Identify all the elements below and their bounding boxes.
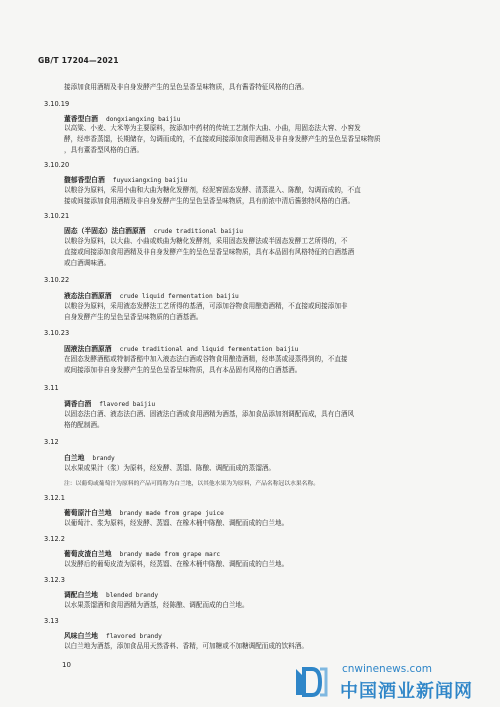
definition-line: 酵，经串香蒸馏，长期储存，勾调而成的，不直接或间接添加食用酒精及非自身发酵产生的呈色呈香呈味物质 bbox=[64, 135, 381, 143]
definition-line: 接或间接添加食用酒精及非自身发酵产生的呈色呈香呈味物质，具有前浓中清后酱独特风格的白酒。 bbox=[64, 197, 355, 205]
term-heading bbox=[64, 452, 115, 462]
term-en: flavored baijiu bbox=[99, 401, 156, 408]
intro-line: 接添加食用酒精及非自身发酵产生的呈色呈香呈味物质，具有酱香特征风格的白酒。 bbox=[64, 83, 308, 91]
term-heading bbox=[64, 398, 155, 408]
term-cn: 白兰地 bbox=[64, 454, 85, 462]
clause-number: 3.12.3 bbox=[44, 576, 65, 584]
term-cn: 固液法白酒原酒 bbox=[64, 345, 112, 353]
page-number: 10 bbox=[62, 661, 71, 669]
term-en: dongxiangxing baijiu bbox=[105, 116, 181, 123]
clause-number: 3.10.20 bbox=[44, 161, 70, 169]
term-heading bbox=[64, 290, 239, 300]
term-heading bbox=[64, 630, 162, 640]
definition-line: 或白酒调味酒。 bbox=[64, 259, 111, 267]
definition-line: 以粮谷为原料，以大曲、小曲或麸曲为糖化发酵剂，采用固态发酵法或半固态发酵工艺所得的，不 bbox=[64, 237, 348, 245]
definition-line: 直接或间接添加食用酒精及非自身发酵产生的呈色呈香呈味物质，具有本品固有风格特征的白酒基酒 bbox=[64, 248, 355, 256]
definition-line: 或间接添加非自身发酵产生的呈色呈香呈味物质，具有本品固有风格的白酒基酒。 bbox=[64, 366, 302, 374]
definition-line: 以水果或果汁（浆）为原料，经发酵、蒸馏、陈酿、调配而成的蒸馏酒。 bbox=[64, 464, 275, 472]
term-en: brandy bbox=[92, 455, 115, 462]
term-heading bbox=[64, 225, 243, 235]
definition-line: 自身发酵产生的呈色呈香呈味物质的白酒基酒。 bbox=[64, 313, 203, 321]
term-heading bbox=[64, 589, 158, 599]
term-cn: 葡萄原汁白兰地 bbox=[64, 509, 112, 517]
term-cn: 董香型白酒 bbox=[64, 115, 98, 123]
term-en: brandy made from grape marc bbox=[119, 551, 221, 558]
definition-line: 以固态法白酒、液态法白酒、固液法白酒或食用酒精为酒基，添加食品添加剂调配而成，具有白酒风 bbox=[64, 410, 355, 418]
standard-header: GB/T 17204—2021 bbox=[38, 56, 119, 65]
term-heading bbox=[64, 343, 298, 353]
term-cn: 固态（半固态）法白酒原酒 bbox=[64, 227, 146, 235]
term-en: brandy made from grape juice bbox=[119, 510, 224, 517]
definition-line: 以发酵后的葡萄皮渣为原料，经蒸馏、在橡木桶中陈酿、调配而成的白兰地。 bbox=[64, 560, 289, 568]
term-heading bbox=[64, 174, 187, 184]
clause-number: 3.13 bbox=[44, 617, 59, 625]
term-cn: 调配白兰地 bbox=[64, 591, 98, 599]
definition-line: 格的配制酒。 bbox=[64, 421, 104, 429]
clause-number: 3.12.2 bbox=[44, 535, 65, 543]
term-cn: 风味白兰地 bbox=[64, 632, 98, 640]
term-heading bbox=[64, 507, 224, 517]
definition-line: 以白兰地为酒基，添加食品用天然香料、香精，可加糖或不加糖调配而成的饮料酒。 bbox=[64, 642, 308, 650]
term-heading bbox=[64, 113, 181, 123]
note-line: 注：以葡萄或葡萄汁为原料的产品可简称为白兰地，以其他水果为为原料，产品名称冠以水果名称。 bbox=[64, 481, 320, 487]
watermark bbox=[290, 663, 490, 701]
clause-number: 3.10.23 bbox=[44, 329, 70, 337]
term-cn: 葡萄皮渣白兰地 bbox=[64, 550, 112, 558]
definition-line: 以水果蒸馏酒和食用酒精为酒基，经陈酿、调配而成的白兰地。 bbox=[64, 601, 249, 609]
watermark-url[interactable]: cnwinenews.com bbox=[342, 663, 432, 675]
clause-number: 3.10.19 bbox=[44, 100, 70, 108]
term-cn: 调香白酒 bbox=[64, 400, 92, 408]
clause-number: 3.10.21 bbox=[44, 212, 70, 220]
term-en: crude traditional and liquid fermentation baijiu bbox=[119, 346, 299, 353]
clause-number: 3.12 bbox=[44, 438, 59, 446]
term-en: crude traditional baijiu bbox=[153, 228, 243, 235]
term-heading bbox=[64, 548, 220, 558]
term-en: crude liquid fermentation baijiu bbox=[119, 293, 239, 300]
term-en: fuyuxiangxing baijiu bbox=[112, 177, 188, 184]
term-en: blended brandy bbox=[105, 592, 159, 599]
definition-line: 以高粱、小麦、大米等为主要原料，按添加中药材的传统工艺制作大曲、小曲，用固态法大窖、小窖发 bbox=[64, 124, 361, 132]
definition-line: 以粮谷为原料，采用液态发酵法工艺所得的基酒，可添加谷物食用酿造酒精，不直接或间接添加非 bbox=[64, 302, 348, 310]
term-cn: 馥郁香型白酒 bbox=[64, 176, 105, 184]
term-cn: 液态法白酒原酒 bbox=[64, 292, 112, 300]
clause-number: 3.12.1 bbox=[44, 494, 65, 502]
clause-number: 3.11 bbox=[44, 384, 59, 392]
clause-number: 3.10.22 bbox=[44, 276, 70, 284]
watermark-site-name: 中国酒业新闻网 bbox=[340, 681, 473, 702]
wine-glass-logo-icon bbox=[290, 665, 334, 699]
definition-line: 以粮谷为原料，采用小曲和大曲为糖化发酵剂，经泥窖固态发酵、清蒸混入、陈酿，勾调而成的，不直 bbox=[64, 186, 361, 194]
definition-line: 以葡萄汁、浆为原料，经发酵、蒸馏、在橡木桶中陈酿、调配而成的白兰地。 bbox=[64, 519, 289, 527]
definition-line: 在固态发酵酒醅或特制香醅中加入液态法白酒或谷物食用酿造酒精，经串蒸或浸蒸得到的，不直接 bbox=[64, 355, 348, 363]
definition-line: ，具有董香型风格的白酒。 bbox=[64, 146, 144, 154]
term-en: flavored brandy bbox=[105, 633, 162, 640]
